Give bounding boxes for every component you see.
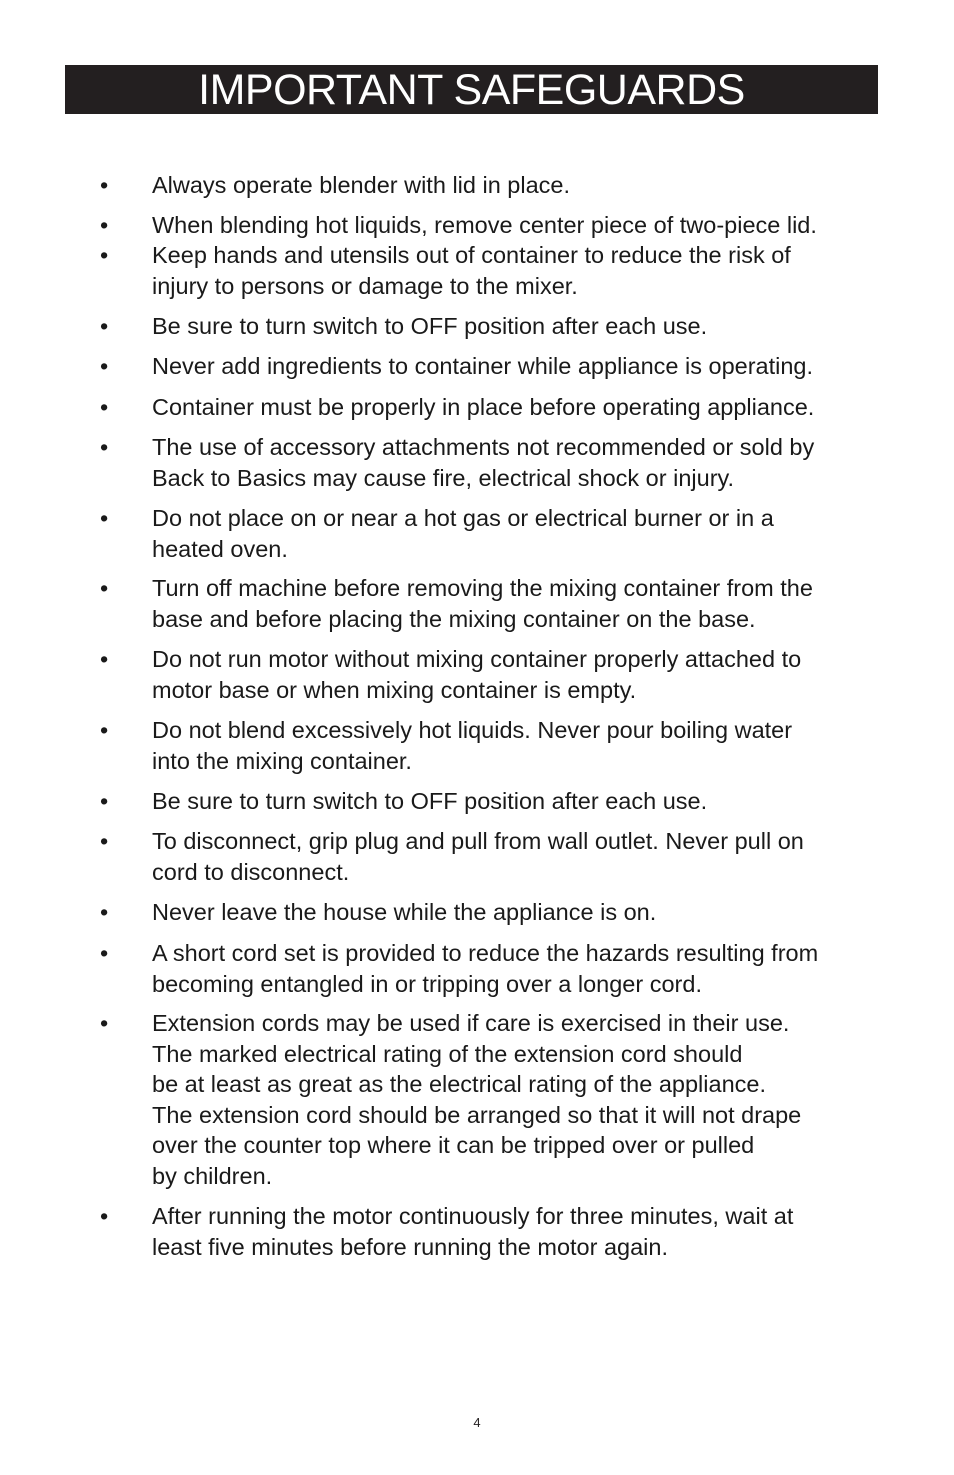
bullet-icon: • (100, 828, 109, 854)
bullet-icon: • (100, 575, 109, 601)
list-item (100, 392, 900, 423)
list-item (100, 897, 900, 928)
bullet-icon: • (100, 505, 109, 531)
list-item-text: Do not run motor without mixing container properly attached to motor base or when mixing container is empty. (152, 646, 802, 703)
list-item (100, 432, 900, 493)
bullet-icon: • (100, 353, 109, 379)
list-item (100, 786, 900, 817)
list-item-text: Never add ingredients to container while appliance is operating. (152, 353, 814, 379)
list-item-text: After running the motor continuously for three minutes, wait at least five minutes before running the motor again. (152, 1203, 794, 1260)
bullet-icon: • (100, 434, 109, 460)
bullet-icon: • (100, 313, 109, 339)
bullet-icon: • (100, 788, 109, 814)
page-number: 4 (473, 1415, 481, 1430)
bullet-icon: • (100, 1010, 109, 1036)
list-item-text: A short cord set is provided to reduce the hazards resulting from becoming entangled in or tripping over a longer cord. (152, 940, 819, 997)
list-item (100, 210, 900, 241)
list-item-text: To disconnect, grip plug and pull from wall outlet. Never pull on cord to disconnect. (152, 828, 804, 885)
list-item (100, 170, 900, 201)
list-item-text: Container must be properly in place before operating appliance. (152, 394, 815, 420)
list-item-text: Do not blend excessively hot liquids. Never pour boiling water into the mixing container. (152, 717, 793, 774)
list-item (100, 826, 900, 887)
bullet-icon: • (100, 1203, 109, 1229)
list-item-text: When blending hot liquids, remove center piece of two-piece lid. (152, 212, 817, 238)
list-item-text: Be sure to turn switch to OFF position after each use. (152, 788, 708, 814)
list-item-text: Extension cords may be used if care is exercised in their use. The marked electrical rating of the extension cord should be at least as great as the electrical rating of the appliance. The extension cord should be arranged so that it will not drape over the counter top where it can be tripped over or pulled by children. (152, 1010, 802, 1189)
bullet-icon: • (100, 940, 109, 966)
list-item (100, 644, 900, 705)
bullet-icon: • (100, 212, 109, 238)
bullet-icon: • (100, 899, 109, 925)
list-item-text: Turn off machine before removing the mixing container from the base and before placing the mixing container on the base. (152, 575, 813, 632)
title-banner (65, 65, 878, 114)
list-item (100, 938, 900, 999)
list-item-text: The use of accessory attachments not recommended or sold by Back to Basics may cause fire, electrical shock or injury. (152, 434, 815, 491)
bullet-icon: • (100, 646, 109, 672)
bullet-icon: • (100, 394, 109, 420)
bullet-icon: • (100, 717, 109, 743)
bullet-icon: • (100, 172, 109, 198)
list-item (100, 1008, 900, 1191)
list-item (100, 311, 900, 342)
list-item-text: Be sure to turn switch to OFF position after each use. (152, 313, 708, 339)
list-item-text: Always operate blender with lid in place. (152, 172, 571, 198)
list-item (100, 1201, 900, 1262)
page-title: IMPORTANT SAFEGUARDS (198, 66, 745, 114)
list-item (100, 351, 900, 382)
list-item-text: Never leave the house while the appliance is on. (152, 899, 657, 925)
list-item-text: Keep hands and utensils out of container to reduce the risk of injury to persons or damage to the mixer. (152, 242, 791, 299)
list-item (100, 573, 900, 634)
list-item (100, 503, 900, 564)
bullet-icon: • (100, 242, 109, 268)
list-item-text: Do not place on or near a hot gas or electrical burner or in a heated oven. (152, 505, 774, 562)
list-item (100, 715, 900, 776)
list-item (100, 240, 900, 301)
